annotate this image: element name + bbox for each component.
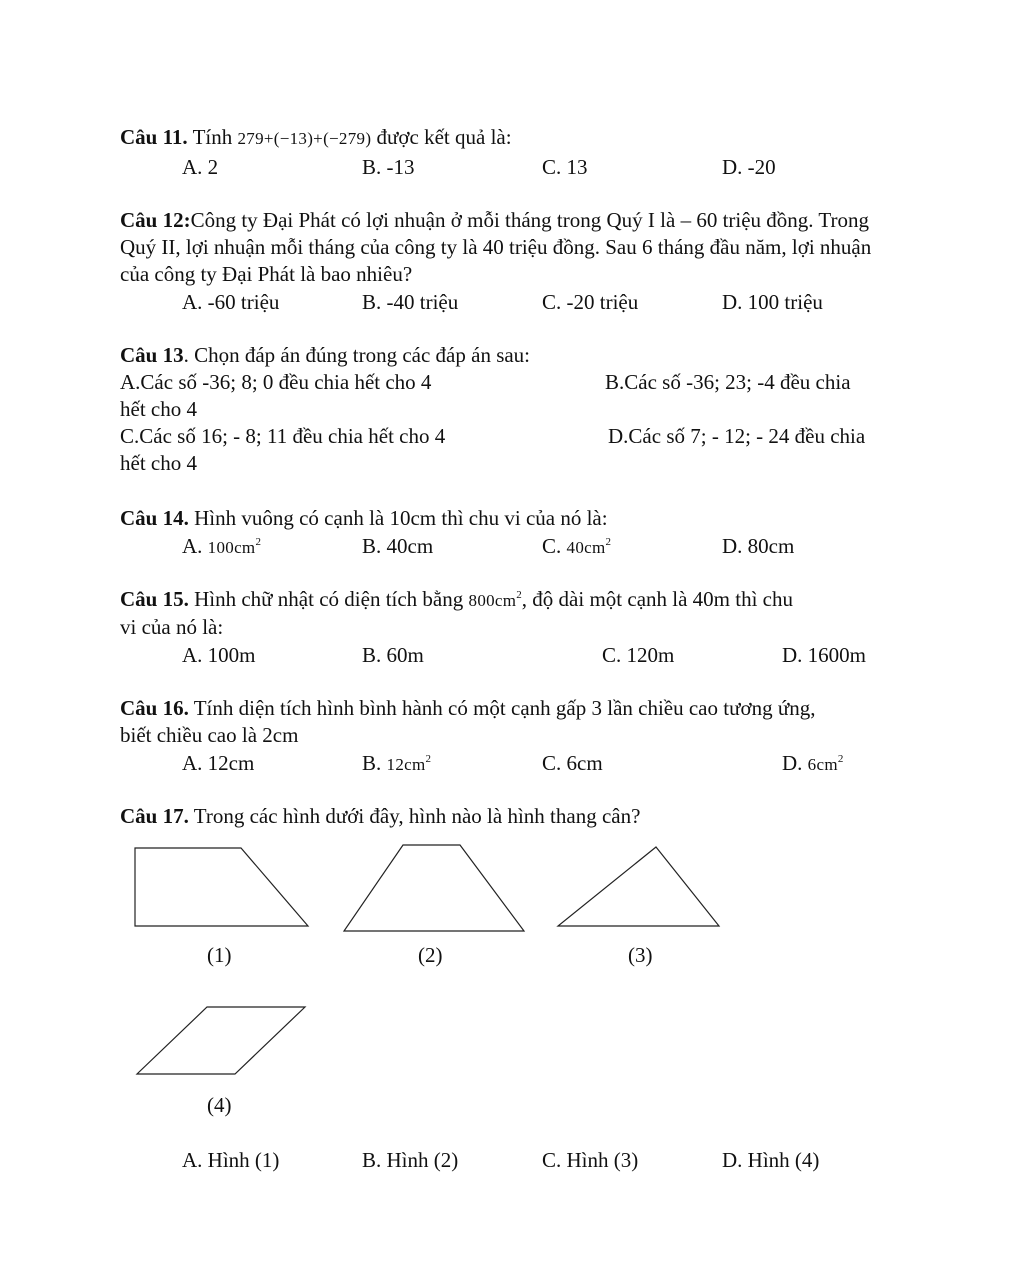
question-text: Công ty Đại Phát có lợi nhuận ở mỗi tháng trong Quý I là – 60 triệu đồng. Trong Quý II, lợi nhuận mỗi tháng của công ty là 40 triệu đồng. Sau 6 tháng đầu năm, lợi nhuận của công ty Đại Phát là bao nhiêu? [120,208,872,286]
question-text: được kết quả là: [376,125,512,149]
question-label: Câu 15. [120,587,189,611]
option-a: A. $100cm^2$ [182,534,261,558]
option-d: D. 80cm [722,534,795,558]
option-b: B. -40 triệu [362,290,459,314]
option-d: D. -20 [722,155,776,179]
option-d: D. $6cm^2$ [782,751,844,775]
option-a: A.Các số -36; 8; 0 đều chia hết cho 4 [120,370,432,394]
area-value: 800cm [468,591,517,610]
option-a: A. 100m [182,643,256,667]
question-text: Trong các hình dưới đây, hình nào là hình thang cân? [193,804,641,828]
option-b: B. Hình (2) [362,1148,459,1172]
question-text-line2: biết chiều cao là 2cm [120,723,299,747]
math-expression: 279+(−13)+(−279) [237,129,372,148]
figure-4-caption: (4) [207,1093,232,1117]
question-label: Câu 17. [120,804,189,828]
option-c: C. 6cm [542,751,603,775]
option-a: A. 2 [182,155,219,179]
figure-3-triangle [551,840,727,932]
option-d: D. Hình (4) [722,1148,820,1172]
question-text: Hình chữ nhật có diện tích bằng [194,587,464,611]
question-label: Câu 16. [120,696,189,720]
option-d: D.Các số 7; - 12; - 24 đều chia [608,424,866,448]
option-b: B.Các số -36; 23; -4 đều chia [605,370,851,394]
question-label: Câu 11. [120,125,188,149]
question-text-line2: vi của nó là: [120,615,224,639]
option-b: B. 60m [362,643,424,667]
option-b-continuation: hết cho 4 [120,397,197,421]
option-c: C. -20 triệu [542,290,639,314]
option-b: B. $12cm^2$ [362,751,431,775]
question-label: Câu 12: [120,208,191,232]
question-15: Câu 15. Hình chữ nhật có diện tích bằng $800cm^2$, độ dài một cạnh là 40m thì chu vi của nó là: A. 100m B. 60m C. 120m D. 1600m [120,586,900,669]
figure-2-isosceles-trapezoid [338,838,534,934]
option-c: C. 120m [602,643,675,667]
question-17 [120,803,900,830]
option-d: D. 100 triệu [722,290,823,314]
option-a: A. -60 triệu [182,290,280,314]
question-text: , độ dài một cạnh là 40m thì chu [521,587,793,611]
option-c: C. Hình (3) [542,1148,639,1172]
option-a: A. 12cm [182,751,255,775]
question-16 [120,695,900,777]
question-17-options [120,1146,900,1174]
figure-1-right-trapezoid [128,840,318,932]
question-text: Tính diện tích hình bình hành có một cạnh gấp 3 lần chiều cao tương ứng, [193,696,816,720]
option-b: B. -13 [362,155,415,179]
option-c: C.Các số 16; - 8; 11 đều chia hết cho 4 [120,424,446,448]
figure-1-caption: (1) [207,943,232,967]
question-text: . Chọn đáp án đúng trong các đáp án sau: [183,343,531,367]
question-label: Câu 14. [120,506,189,530]
option-a: A. Hình (1) [182,1148,280,1172]
question-11 [120,124,900,181]
option-d-continuation: hết cho 4 [120,451,197,475]
option-d: D. 1600m [782,643,866,667]
option-c: C. $40cm^2$ [542,534,611,558]
question-13 [120,342,900,477]
question-label: Câu 13 [120,343,184,367]
question-12 [120,207,900,316]
question-text: Hình vuông có cạnh là 10cm thì chu vi của nó là: [194,506,608,530]
figure-2-caption: (2) [418,943,443,967]
option-b: B. 40cm [362,534,434,558]
question-14 [120,505,900,560]
option-c: C. 13 [542,155,588,179]
figure-3-caption: (3) [628,943,653,967]
question-text: Tính [192,125,233,149]
figure-4-parallelogram [130,1000,314,1080]
